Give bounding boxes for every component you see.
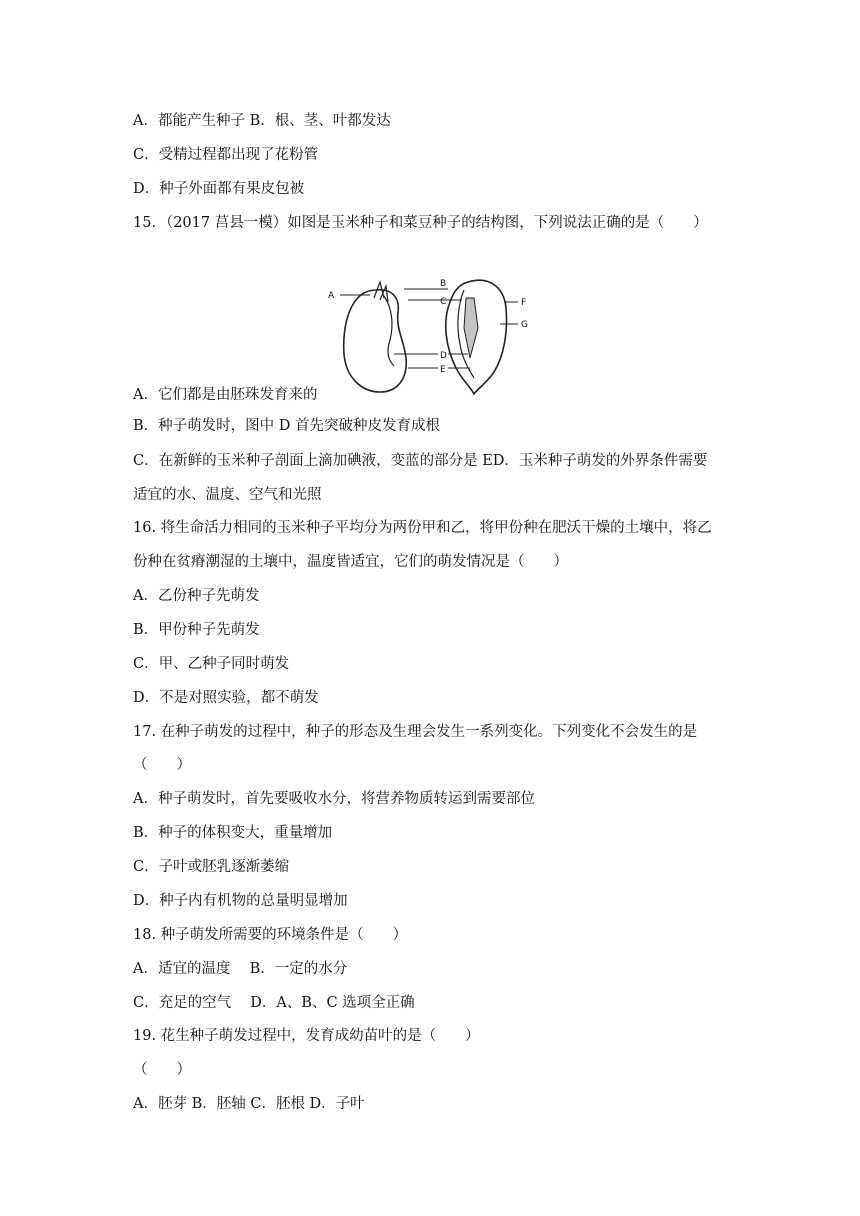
question-19-blank: （ ） bbox=[133, 1062, 191, 1078]
question-17-option-c: C．子叶或胚乳逐渐萎缩 bbox=[133, 859, 290, 875]
line-option-14-d: D．种子外面都有果皮包被 bbox=[133, 181, 305, 197]
question-16-stem: 16. 将生命活力相同的玉米种子平均分为两份甲和乙，将甲份种在肥沃干燥的土壤中，将乙 bbox=[133, 520, 712, 536]
label-d: D bbox=[440, 351, 447, 361]
seed-structure-figure bbox=[318, 268, 548, 402]
question-15-stem: 15．（2017 莒县一模）如图是玉米种子和菜豆种子的结构图，下列说法正确的是（ ） bbox=[133, 215, 708, 231]
question-16-option-d: D．不是对照实验，都不萌发 bbox=[133, 690, 319, 706]
question-16-option-b: B．甲份种子先萌发 bbox=[133, 622, 260, 638]
question-15-option-d-cont: 适宜的水、温度、空气和光照 bbox=[133, 487, 322, 503]
question-17-option-d: D．种子内有机物的总量明显增加 bbox=[133, 893, 348, 909]
question-15-option-a: A．它们都是由胚珠发育来的 bbox=[133, 387, 318, 403]
label-a: A bbox=[328, 291, 335, 301]
label-e: E bbox=[440, 365, 446, 375]
seed-structure-diagram bbox=[318, 268, 548, 402]
label-f: F bbox=[521, 298, 527, 308]
question-17-option-a: A．种子萌发时，首先要吸收水分，将营养物质转运到需要部位 bbox=[133, 791, 535, 807]
question-18-stem: 18. 种子萌发所需要的环境条件是（ ） bbox=[133, 927, 408, 943]
question-18-options-cd: C．充足的空气 D．A、B、C 选项全正确 bbox=[133, 995, 415, 1011]
question-18-options-ab: A．适宜的温度 B．一定的水分 bbox=[133, 961, 348, 977]
question-17-stem: 17. 在种子萌发的过程中，种子的形态及生理会发生一系列变化。下列变化不会发生的是 bbox=[133, 724, 698, 740]
question-16-option-c: C．甲、乙种子同时萌发 bbox=[133, 656, 290, 672]
question-16-stem-cont: 份种在贫瘠潮湿的土壤中，温度皆适宜，它们的萌发情况是（ ） bbox=[133, 554, 568, 570]
label-b: B bbox=[440, 279, 447, 289]
label-c: C bbox=[440, 297, 447, 307]
question-17-option-b: B．种子的体积变大，重量增加 bbox=[133, 825, 333, 841]
question-15-option-cd: C．在新鲜的玉米种子剖面上滴加碘液，变蓝的部分是 ED．玉米种子萌发的外界条件需要 bbox=[133, 453, 708, 469]
question-17-blank: （ ） bbox=[133, 757, 191, 773]
question-19-stem: 19. 花生种子萌发过程中，发育成幼苗叶的是（ ） bbox=[133, 1028, 480, 1044]
line-option-14-c: C．受精过程都出现了花粉管 bbox=[133, 147, 319, 163]
question-15-option-b: B．种子萌发时，图中 D 首先突破种皮发育成根 bbox=[133, 418, 440, 434]
question-19-options: A．胚芽 B．胚轴 C．胚根 D．子叶 bbox=[133, 1096, 365, 1112]
line-options-14-ab: A．都能产生种子 B．根、茎、叶都发达 bbox=[133, 113, 391, 129]
label-g: G bbox=[521, 320, 528, 330]
question-16-option-a: A．乙份种子先萌发 bbox=[133, 588, 260, 604]
